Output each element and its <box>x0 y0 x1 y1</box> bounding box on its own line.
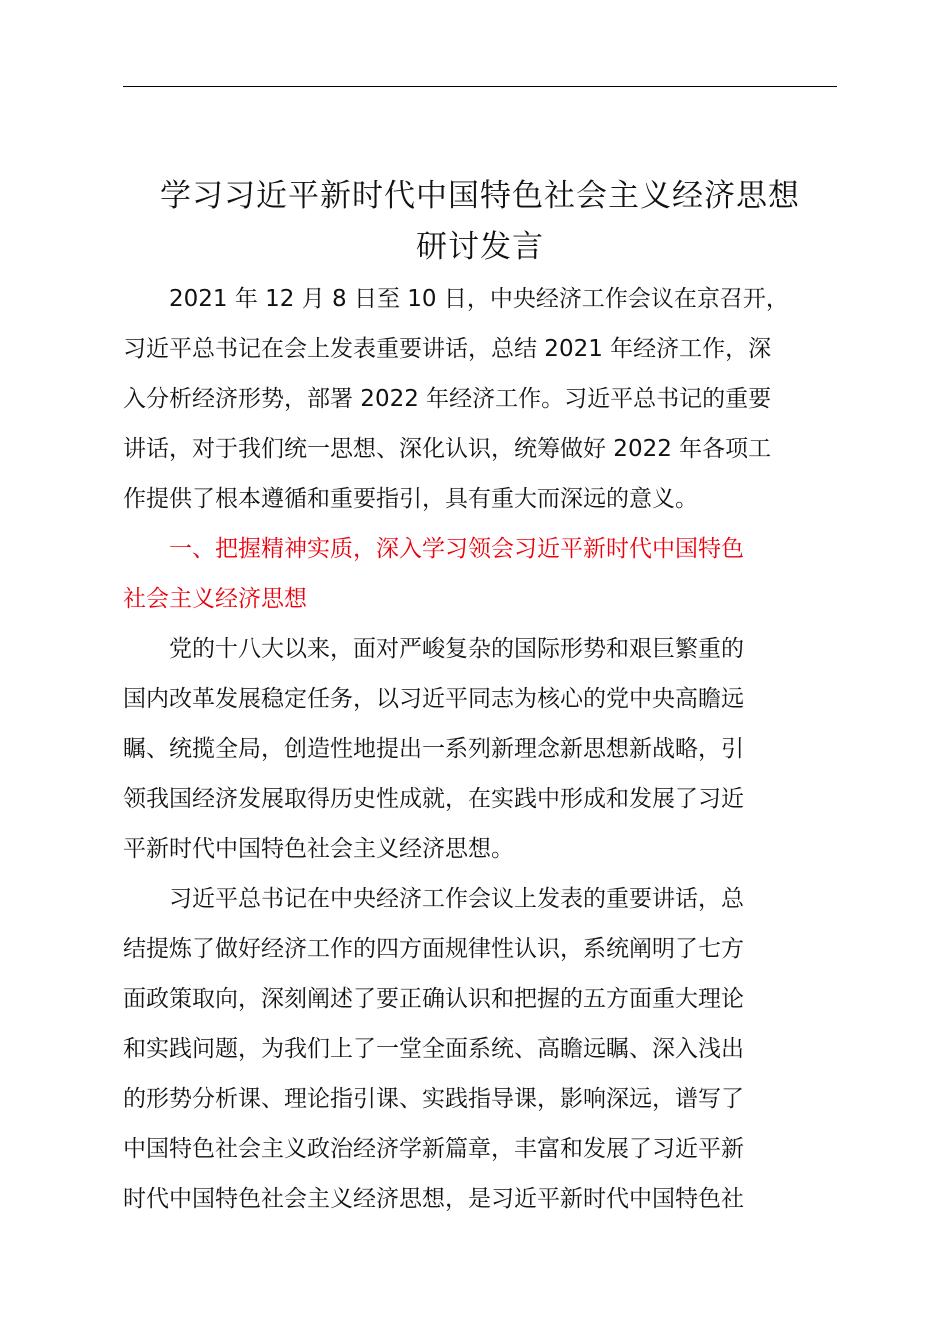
paragraph-line: 时代中国特色社会主义经济思想，是习近平新时代中国特色社 <box>123 1186 744 1212</box>
heading-line: 社会主义经济思想 <box>123 586 307 612</box>
paragraph-line: 和实践问题，为我们上了一堂全面系统、高瞻远瞩、深入浅出 <box>123 1036 744 1062</box>
paragraph-line: 面政策取向，深刻阐述了要正确认识和把握的五方面重大理论 <box>123 986 744 1012</box>
paragraph-line: 入分析经济形势，部署 2022 年经济工作。习近平总书记的重要 <box>123 386 772 412</box>
paragraph-line: 作提供了根本遵循和重要指引，具有重大而深远的意义。 <box>123 486 698 512</box>
paragraph-line: 瞩、统揽全局，创造性地提出一系列新理念新思想新战略，引 <box>123 736 744 762</box>
document-body <box>123 274 841 1224</box>
paragraph-line: 的形势分析课、理论指引课、实践指导课，影响深远，谱写了 <box>123 1086 744 1112</box>
paragraph-line: 习近平总书记在会上发表重要讲话，总结 2021 年经济工作，深 <box>123 336 772 362</box>
title-line-1: 学习习近平新时代中国特色社会主义经济思想 <box>160 177 800 214</box>
paragraph-line: 2021 年 12 月 8 日至 10 日，中央经济工作会议在京召开， <box>169 286 789 312</box>
paragraph-line: 平新时代中国特色社会主义经济思想。 <box>123 836 514 862</box>
title-line-2: 研讨发言 <box>416 228 544 265</box>
paragraph-speech <box>123 874 841 1224</box>
paragraph-line: 国内改革发展稳定任务，以习近平同志为核心的党中央高瞻远 <box>123 686 744 712</box>
paragraph-background <box>123 624 841 874</box>
paragraph-line: 领我国经济发展取得历史性成就，在实践中形成和发展了习近 <box>123 786 744 812</box>
section-heading-1 <box>123 524 841 624</box>
heading-line: 一、把握精神实质，深入学习领会习近平新时代中国特色 <box>169 536 744 562</box>
paragraph-line: 结提炼了做好经济工作的四方面规律性认识，系统阐明了七方 <box>123 936 744 962</box>
paragraph-line: 习近平总书记在中央经济工作会议上发表的重要讲话，总 <box>169 886 744 912</box>
paragraph-intro <box>123 274 841 524</box>
document-title <box>100 171 860 273</box>
header-rule <box>123 86 837 87</box>
paragraph-line: 中国特色社会主义政治经济学新篇章，丰富和发展了习近平新 <box>123 1136 744 1162</box>
paragraph-line: 讲话，对于我们统一思想、深化认识，统筹做好 2022 年各项工 <box>123 436 772 462</box>
paragraph-line: 党的十八大以来，面对严峻复杂的国际形势和艰巨繁重的 <box>169 636 744 662</box>
